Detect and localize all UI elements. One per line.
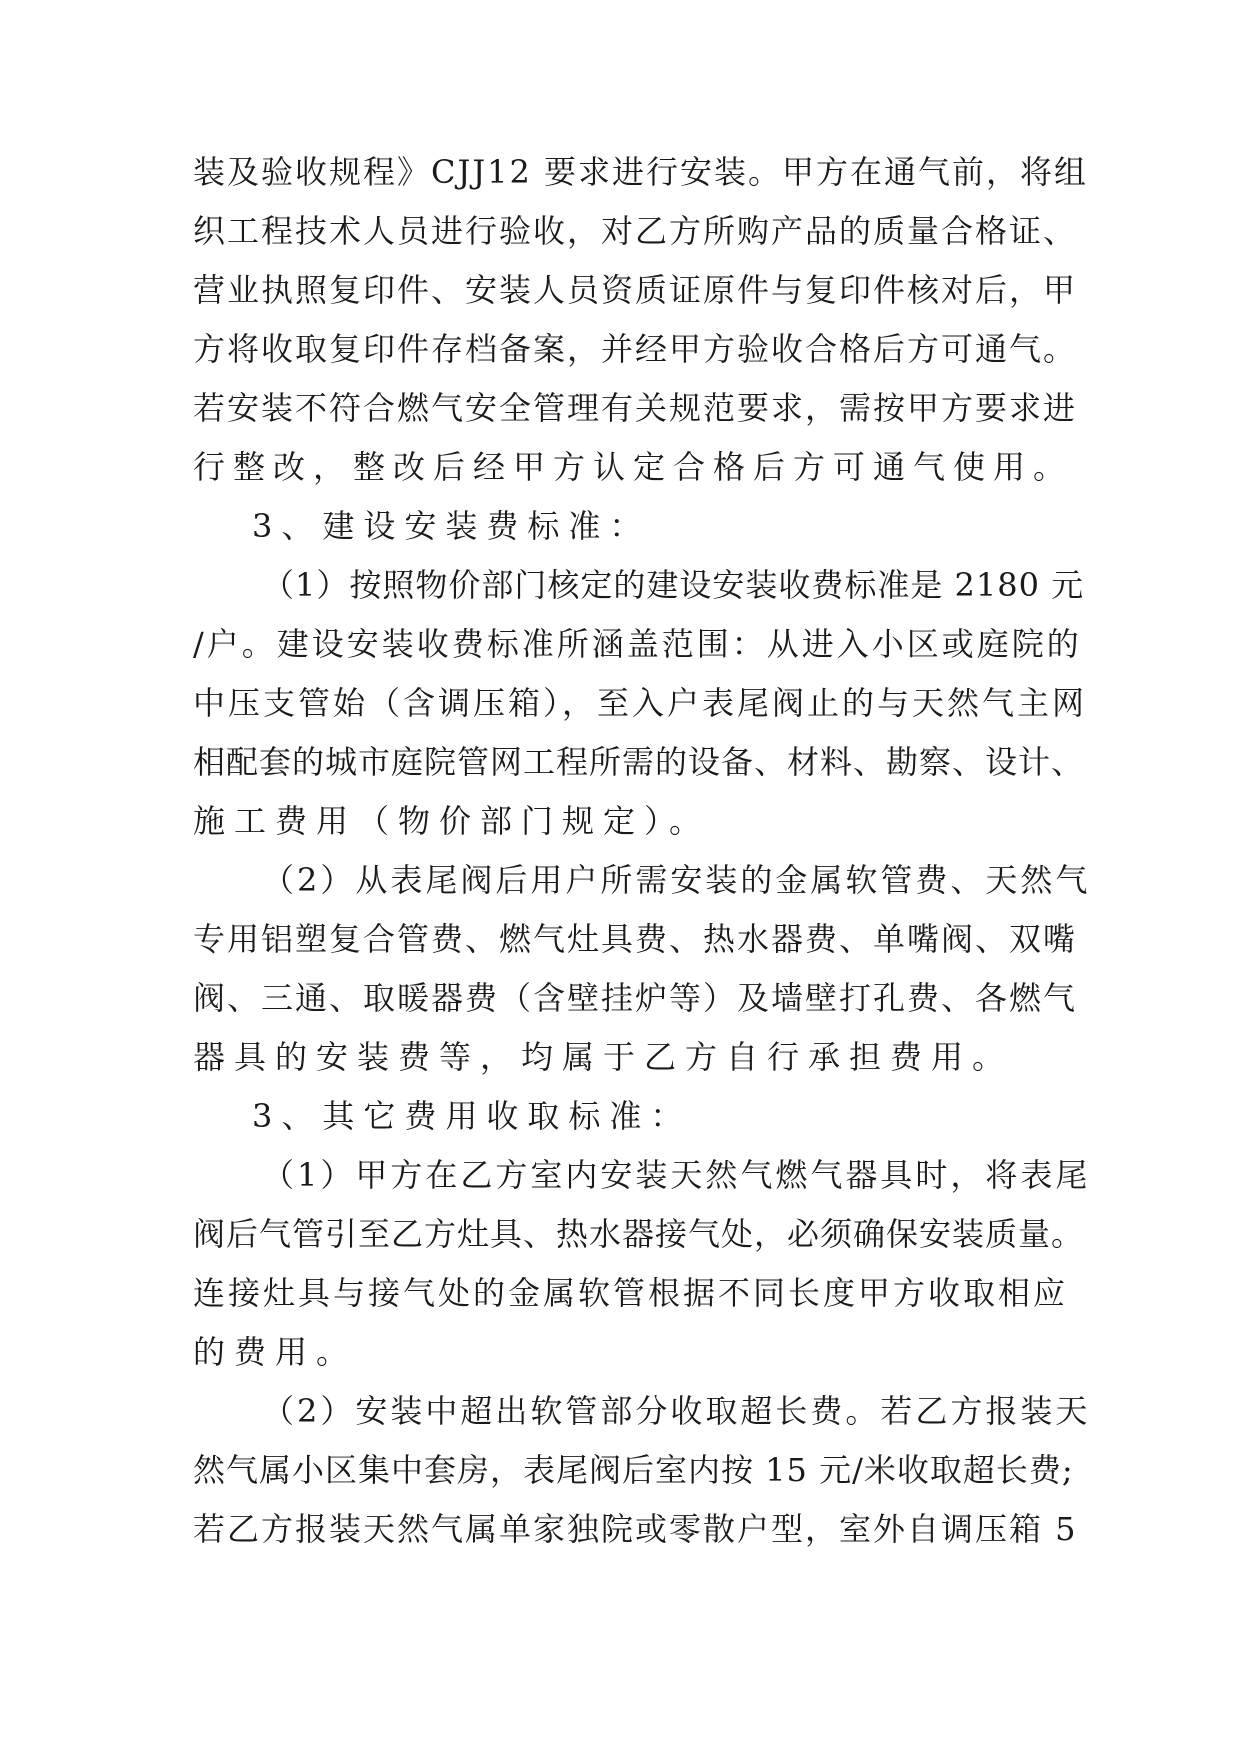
text-line: 若安装不符合燃气安全管理有关规范要求，需按甲方要求进: [193, 389, 1078, 427]
text-line: （1）甲方在乙方室内安装天然气燃气器具时，将表尾: [262, 1156, 1091, 1194]
text-line: 连接灶具与接气处的金属软管根据不同长度甲方收取相应: [193, 1274, 1069, 1312]
text-line: 装及验收规程》CJJ12 要求进行安装。甲方在通气前，将组: [193, 153, 1089, 191]
text-line: 器具的安装费等，均属于乙方自行承担费用。: [193, 1038, 1014, 1076]
section-heading: 3、建设安装费标准：: [252, 507, 651, 545]
text-line: （1）按照物价部门核定的建设安装收费标准是 2180 元: [262, 566, 1085, 604]
text-line: /户。建设安装收费标准所涵盖范围：从进入小区或庭院的: [193, 625, 1082, 663]
text-line: 专用铝塑复合管费、燃气灶具费、热水器费、单嘴阀、双嘴: [193, 920, 1078, 958]
text-line: 行整改，整改后经甲方认定合格后方可通气使用。: [193, 448, 1074, 486]
text-line: 然气属小区集中套房，表尾阀后室内按 15 元/米收取超长费;: [193, 1451, 1074, 1489]
text-line: 若乙方报装天然气属单家独院或零散户型，室外自调压箱 5: [193, 1510, 1078, 1548]
text-line: 阀后气管引至乙方灶具、热水器接气处，必须确保安装质量。: [193, 1215, 1085, 1253]
text-line: 相配套的城市庭院管网工程所需的设备、材料、勘察、设计、: [193, 743, 1085, 781]
text-line: （2）安装中超出软管部分收取超长费。若乙方报装天: [262, 1392, 1091, 1430]
text-line: （2）从表尾阀后用户所需安装的金属软管费、天然气: [262, 861, 1091, 899]
text-line: 施工费用（物价部门规定）。: [193, 802, 711, 840]
text-line: 的费用。: [193, 1333, 358, 1371]
section-heading: 3、其它费用收取标准：: [252, 1097, 692, 1135]
text-line: 中压支管始（含调压箱），至入户表尾阀止的与天然气主网: [193, 684, 1088, 722]
text-line: 阀、三通、取暖器费（含壁挂炉等）及墙壁打孔费、各燃气: [193, 979, 1078, 1017]
text-line: 方将收取复印件存档备案，并经甲方验收合格后方可通气。: [193, 330, 1078, 368]
text-line: 营业执照复印件、安装人员资质证原件与复印件核对后，甲: [193, 271, 1078, 309]
text-line: 织工程技术人员进行验收，对乙方所购产品的质量合格证、: [193, 212, 1078, 250]
